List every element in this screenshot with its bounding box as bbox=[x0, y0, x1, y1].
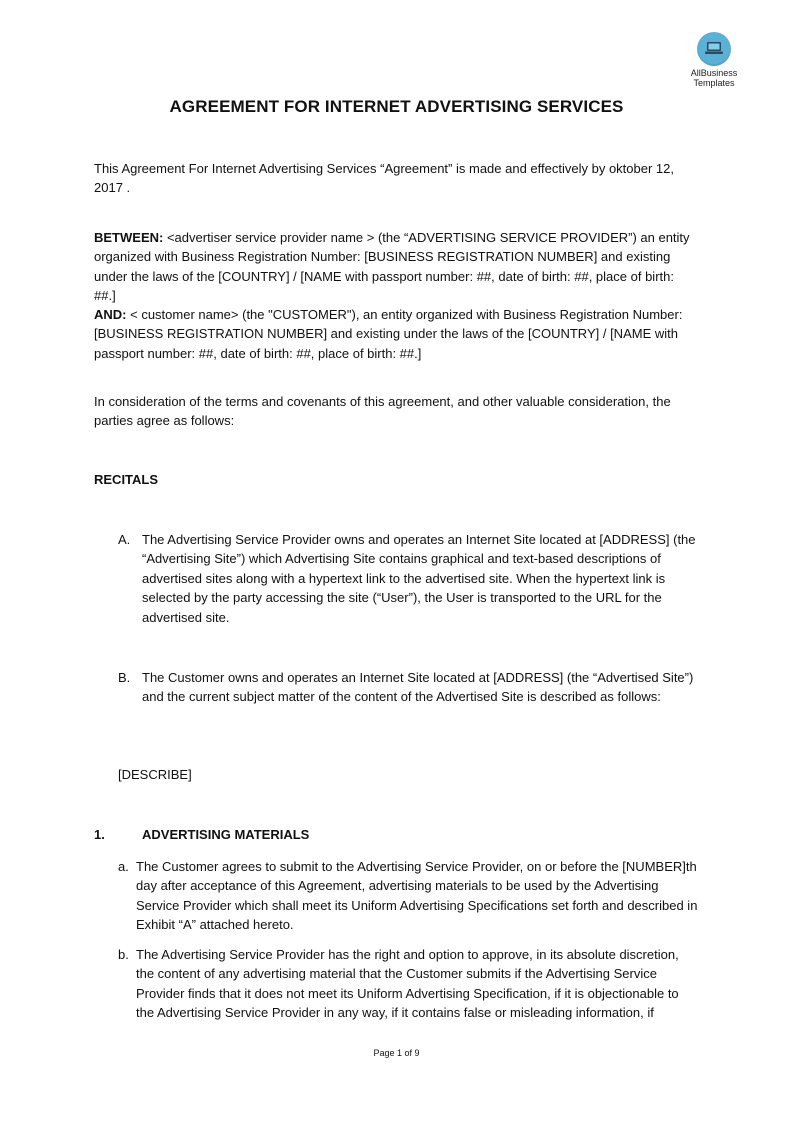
intro-paragraph: This Agreement For Internet Advertising Services “Agreement” is made and effectively by oktober 12, 2017 . bbox=[94, 161, 674, 196]
section-title: ADVERTISING MATERIALS bbox=[142, 827, 310, 842]
clause-marker: a. bbox=[118, 859, 129, 874]
section-number: 1. bbox=[94, 827, 105, 842]
recital-marker: A. bbox=[118, 532, 131, 547]
clause-item bbox=[118, 857, 700, 937]
logo-line-1: AllBusiness bbox=[690, 68, 738, 78]
logo bbox=[681, 32, 747, 88]
consideration-paragraph: In consideration of the terms and covenants of this agreement, and other valuable consideration, the parties agree as follows: bbox=[94, 394, 671, 429]
clause-text: The Advertising Service Provider has the right and option to approve, in its absolute discretion, the content of any advertising material that the Customer submits if the Advertising Service Provider finds that it does not meet its Uniform Advertising Specification, if it is objectionable to the Advertising Service Provider in any way, if it contains false or misleading information, if bbox=[136, 947, 679, 1021]
clause-item bbox=[118, 945, 700, 1025]
recital-marker: B. bbox=[118, 670, 131, 685]
describe-placeholder: [DESCRIBE] bbox=[118, 767, 192, 782]
and-paragraph bbox=[94, 305, 699, 363]
recital-item bbox=[118, 668, 698, 728]
between-paragraph bbox=[94, 228, 699, 306]
recital-text: The Customer owns and operates an Internet Site located at [ADDRESS] (the “Advertised Site”) and the current subject matter of the content of the Advertised Site is described as follows: bbox=[142, 670, 694, 705]
clause-marker: b. bbox=[118, 947, 129, 962]
document-title: AGREEMENT FOR INTERNET ADVERTISING SERVICES bbox=[169, 97, 624, 116]
clause-text: The Customer agrees to submit to the Advertising Service Provider, on or before the [NUMBER]th day after acceptance of this Agreement, advertising materials to be used by the Advertising Service Provider which shall meet its Uniform Advertising Specifications set forth and described in Exhibit “A” attached hereto. bbox=[136, 859, 698, 933]
between-label: BETWEEN: bbox=[94, 230, 164, 245]
recital-item bbox=[118, 530, 698, 630]
page-footer: Page 1 of 9 bbox=[373, 1048, 420, 1058]
between-text: <advertiser service provider name > (the “ADVERTISING SERVICE PROVIDER”) an entity organized with Business Registration Number: [BUSINESS REGISTRATION NUMBER] and existing under the laws of the [COUNTRY] / [NAME with passport number: ##, date of birth: ##, place of birth: ##.] bbox=[94, 230, 690, 304]
logo-text bbox=[681, 68, 747, 88]
logo-line-2: Templates bbox=[693, 78, 735, 88]
and-text: < customer name> (the "CUSTOMER"), an entity organized with Business Registration Number: [BUSINESS REGISTRATION NUMBER] and existing under the laws of the [COUNTRY] / [NAME with passport number: ##, date of birth: ##, place of birth: ##.] bbox=[94, 307, 683, 361]
recital-text: The Advertising Service Provider owns and operates an Internet Site located at [ADDRESS] (the “Advertising Site”) which Advertising Site contains graphical and text-based descriptions of advertised sites along with a hypertext link to the advertised site. When the hypertext link is selected by the party accessing the site (“User”), the User is transported to the URL for the advertised site. bbox=[142, 532, 696, 625]
recitals-heading: RECITALS bbox=[94, 472, 159, 487]
laptop-icon bbox=[697, 32, 731, 66]
and-label: AND: bbox=[94, 307, 127, 322]
